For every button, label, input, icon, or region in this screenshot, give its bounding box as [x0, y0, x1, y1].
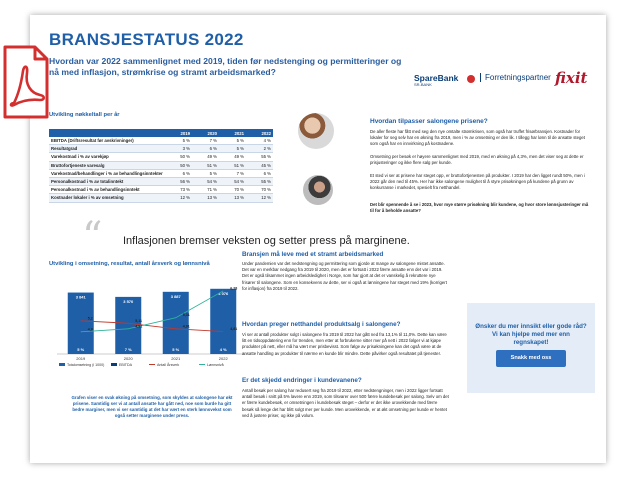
bar-value-label: 3 841: [75, 294, 86, 300]
contact-us-button[interactable]: Snakk med oss: [496, 350, 566, 367]
table-row: [49, 186, 273, 194]
kpi-cell: 7 %: [219, 169, 246, 177]
kpi-cell: 50 %: [165, 153, 192, 161]
chart-caption: Grafen viser en svak økning på omsetning, som skyldes at salongene har økt prisene. Samtidig ser vi at antall ansatte har gått ned, noe som burde ha gitt bedre marginer, men vi ser samtidig at det har vært en sterk lønnsvekst som også setter marginene under press.: [71, 395, 233, 418]
ebitda-label: 5 %: [172, 347, 180, 352]
table-row: [49, 161, 273, 169]
kpi-row-label: Resultatgrad: [49, 145, 165, 153]
x-tick-label: 2021: [171, 356, 181, 361]
salon-photo: [298, 113, 334, 149]
kpi-cell: 5 %: [219, 145, 246, 153]
kpi-cell: 12 %: [165, 194, 192, 202]
kpi-cell: 71 %: [192, 186, 219, 194]
legend-swatch: [59, 363, 65, 366]
page-title: BRANSJESTATUS 2022: [49, 30, 244, 49]
kpi-row-label: Varekostnad/behandlinger i % av behandlingsinntekter: [49, 169, 165, 177]
kpi-row-label: Kostnader lokaler i % av omsetning: [49, 194, 165, 202]
pricing-heading: Hvordan tilpasser salongene prisene?: [370, 118, 488, 125]
line-value-label: 5,2: [87, 316, 93, 321]
kpi-cell: 3 %: [165, 145, 192, 153]
labour-market-heading: Bransjen må leve med et stramt arbeidsmarked: [242, 251, 384, 258]
kpi-cell: 13 %: [219, 194, 246, 202]
kpi-cell: 5 %: [192, 169, 219, 177]
kpi-cell: 7 %: [192, 137, 219, 145]
kpi-row-label: Personalkostnad i % av totalinntekt: [49, 177, 165, 185]
legend-swatch: [111, 363, 117, 366]
kpi-table: [49, 129, 273, 203]
kpi-cell: 49 %: [219, 153, 246, 161]
bar: [210, 289, 236, 354]
legend-label: Lønnsnivå: [207, 363, 224, 367]
bar-value-label: 3 570: [123, 298, 134, 304]
kpi-cell: 70 %: [246, 186, 273, 194]
legend-label: Antall Årsverk: [157, 363, 180, 367]
kpi-cell: 51 %: [192, 161, 219, 169]
kpi-cell: 5 %: [219, 137, 246, 145]
bar-value-label: 4 076: [218, 290, 229, 296]
kpi-cell: 2 %: [246, 145, 273, 153]
kpi-cell: 55 %: [246, 153, 273, 161]
x-tick-label: 2022: [218, 356, 228, 361]
x-tick-label: 2019: [76, 356, 86, 361]
kpi-title: Utvikling nøkkeltall per år: [49, 112, 120, 118]
kpi-cell: 5 %: [165, 137, 192, 145]
legend-label: Totalomsetning (i 1000): [67, 363, 105, 367]
kpi-cell: 56 %: [165, 177, 192, 185]
page-subtitle: Hvordan var 2022 sammenlignet med 2019, tiden før nedstenging og permitteringer og nå med inflasjon, strømkrise og stramt arbeidsmarked?: [49, 56, 402, 77]
sparebank-logo: SpareBank SR-BANK: [414, 73, 459, 87]
kpi-cell: 54 %: [192, 177, 219, 185]
kpi-cell: 6 %: [165, 169, 192, 177]
revenue-chart: [49, 268, 255, 388]
kpi-cell: 73 %: [165, 186, 192, 194]
kpi-row-label: Personalkostnad i % av behandlingsinntekt: [49, 186, 165, 194]
table-row: [49, 169, 273, 177]
pricing-paragraph-3: Et sted vi ser at prisene har steget opp, er bruttofortjenesten på produkter. I 2019 har den ligget rundt 50%, men i 2022 går den ned til 45%. Her har ikke salongene mulighet til å styre prisøkningen på kundene på grunn av konkurranse i markedet, spesielt fra netthandel.: [370, 173, 585, 191]
kpi-cell: 50 %: [165, 161, 192, 169]
kpi-cell: 6 %: [246, 169, 273, 177]
kpi-header-row: 2019 2020 2021 2022: [49, 129, 273, 137]
table-row: [49, 137, 273, 145]
pricing-paragraph-2: Omsetning per besøk er høyere sammenlignet med 2019, med en økning på 4,3%, men det viser seg at dette er prisjusteringer og ikke flere salg per kunde.: [370, 154, 584, 166]
bar-value-label: 3 887: [170, 293, 181, 299]
kpi-cell: 12 %: [246, 194, 273, 202]
kpi-cell: 70 %: [219, 186, 246, 194]
bar: [68, 293, 94, 354]
fixit-logo: fixit: [555, 69, 588, 87]
online-sales-heading: Hvordan preger netthandel produktsalg i salongene?: [242, 321, 401, 328]
bar: [163, 292, 189, 354]
line-value-label: 4,81: [230, 327, 238, 332]
customer-habits-paragraph: Antall besøk per salong har redusert seg fra 2019 til 2022, etter nedstengninger, men i 2022 ligger fortsatt antall besøk i snitt på 5% lavere enn 2019, som tilsvarer over 500 færre kundebesøk per salong. Selv om det er færre kundebesøk, er omsetningen i kundebesøk steget – derfor er det ikke urovekkende med færre besøk så lenge det har blitt solgt mer per kunde. Men urovekkende, er at økt omsetning per kunde er hentet ved å justere priser, og ikke på volum.: [242, 388, 449, 418]
kpi-row-label: Bruttofortjeneste varesalg: [49, 161, 165, 169]
ebitda-label: 7 %: [124, 347, 132, 352]
kpi-cell: 49 %: [192, 153, 219, 161]
partner-label: Forretningspartner: [480, 73, 551, 82]
pricing-paragraph-4: Det blir spennende å se i 2023, hvor mye større prisøkning blir kundene, og hvor store lønnsjusteringer må til for å beholde ansatte?: [370, 202, 589, 214]
contact-box: [467, 303, 595, 393]
labour-market-paragraph: Under pandemien var det nedstengning og permittering som gjorde at mange av salongene mistet ansatte. Det var en merkbar nedgang fra 2019 til 2020, men det er fortsatt i 2022 færre ansatte enn det var i 2019. Det er også tilsammet ingen arbeidsledighet i Norge, som har gjort at det er vanskelig å rekruttere nye frisører til salongene. Som en konsekvens av dette, ser vi også at lønningene har steget med 19% (korrigert for inflasjon) fra 2019 til 2022.: [242, 261, 447, 291]
pull-quote: Inflasjonen bremser veksten og setter press på marginene.: [123, 235, 410, 247]
document-page: [30, 15, 606, 463]
pricing-paragraph-1: De aller fleste har fått med seg den nye omtalte strømkrisen, som også har truffet frisørbransjen. Kostnader for lokaler for seg selv har en økning fra 2019, men i % av omsetning er den lik. I tillegg har lønn til de ansatte steget som også har en innvirkning på kostnadene.: [370, 129, 585, 147]
ebitda-label: 5 %: [77, 347, 85, 352]
customer-habits-heading: Er det skjedd endringer i kundevanene?: [242, 377, 362, 384]
kpi-row-label: EBITDA (Driftsresultat før avskrivninger): [49, 137, 165, 145]
kpi-cell: 45 %: [246, 161, 273, 169]
legend-label: EBITDA: [119, 363, 132, 367]
line-value-label: 6,28: [230, 286, 238, 291]
line-value-label: 4,91: [182, 324, 190, 329]
line-value-label: 5,11: [135, 318, 143, 323]
table-row: [49, 194, 273, 202]
line-value-label: 4,8: [87, 327, 93, 332]
contact-text: Ønsker du mer innsikt eller gode råd? Vi kan hjelpe med mer enn regnskapet!: [475, 323, 587, 346]
kpi-cell: 4 %: [246, 137, 273, 145]
line-value-label: 5,31: [182, 313, 190, 318]
x-tick-label: 2020: [123, 356, 133, 361]
kpi-cell: 54 %: [219, 177, 246, 185]
table-row: [49, 153, 273, 161]
pdf-file-icon[interactable]: [3, 45, 49, 119]
ebitda-label: 4 %: [219, 347, 227, 352]
kpi-cell: 6 %: [192, 145, 219, 153]
chart-title: Utvikling i omsetning, resultat, antall årsverk og lønnsnivå: [49, 261, 210, 267]
table-row: [49, 177, 273, 185]
kpi-cell: 13 %: [192, 194, 219, 202]
table-row: [49, 145, 273, 153]
sparebank-mark-icon: [467, 75, 475, 83]
line-value-label: 4,91: [135, 324, 143, 329]
kpi-cell: 51 %: [219, 161, 246, 169]
kpi-cell: 55 %: [246, 177, 273, 185]
hairdresser-photo: [303, 175, 333, 205]
partner-logos: [414, 69, 598, 88]
online-sales-paragraph: Vi ser at antall produkter solgt i salongene fra 2019 til 2022 har gått ned fra 13,1% til 11,0%. Dette kan være litt en tidsoppdatering enn for trenden, men etter at forbrukerne sitter mer på nett i 2022 følger vi at kjøpe produkter på nett, eller må ha vært mer prisbevisst. Som følge av prisøkningene kan det også være at de ansatte handling av produkter til nærme en kunde blir mindre. Dette påvirker også resultatet på tjenester.: [242, 332, 447, 356]
kpi-row-label: Varekostnad i % av varekjøp: [49, 153, 165, 161]
quote-mark-icon: “: [82, 214, 103, 260]
